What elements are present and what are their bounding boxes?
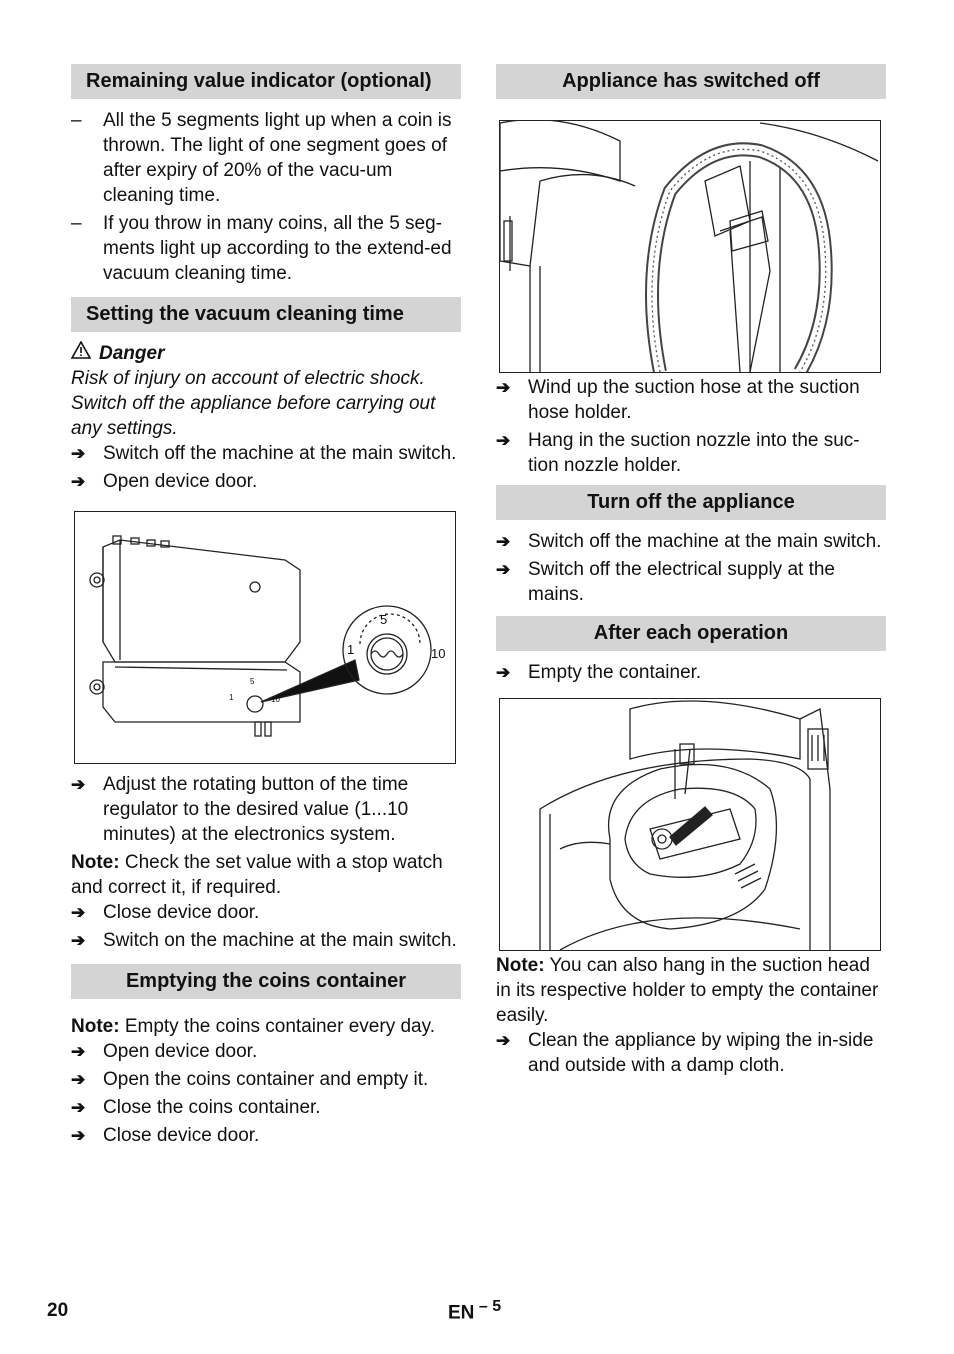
note-paragraph	[71, 850, 461, 900]
arrow-icon: ➔	[71, 472, 86, 491]
arrow-icon: ➔	[71, 1070, 86, 1089]
step-item	[71, 441, 461, 466]
heading-emptying-coins: Emptying the coins container	[71, 964, 461, 999]
arrow-icon: ➔	[496, 532, 511, 551]
step-item	[71, 928, 461, 953]
note-label: Note:	[496, 955, 545, 976]
note-paragraph	[71, 1014, 461, 1039]
list-item-text: If you throw in many coins, all the 5 seg-ments light up according to the extend-ed vacuum cleaning time.	[103, 213, 452, 284]
arrow-icon: ➔	[496, 431, 511, 450]
heading-setting-time: Setting the vacuum cleaning time	[71, 297, 461, 332]
step-text: Switch off the machine at the main switch.	[528, 531, 882, 552]
big-scale-label-10: 10	[431, 646, 446, 661]
left-column	[71, 64, 461, 1151]
step-item	[496, 428, 886, 478]
list-item	[71, 108, 461, 208]
step-text: Switch on the machine at the main switch.	[103, 930, 457, 951]
electronics-box-illustration	[75, 512, 455, 763]
heading-turn-off: Turn off the appliance	[496, 485, 886, 520]
step-text: Hang in the suction nozzle into the suc-tion nozzle holder.	[528, 430, 860, 476]
step-text: Open device door.	[103, 1041, 258, 1062]
list-item-text: All the 5 segments light up when a coin is thrown. The light of one segment goes of after expiry of 20% of the vacu-um cleaning time.	[103, 110, 452, 206]
list-item	[71, 211, 461, 286]
step-item	[71, 469, 461, 494]
dash-marker: –	[71, 213, 82, 234]
step-text: Wind up the suction hose at the suction hose holder.	[528, 377, 860, 423]
arrow-icon: ➔	[71, 1098, 86, 1117]
arrow-icon: ➔	[496, 1031, 511, 1050]
step-item	[496, 529, 886, 554]
small-scale-label-1: 1	[229, 693, 234, 702]
step-item	[71, 772, 461, 847]
arrow-icon: ➔	[71, 775, 86, 794]
dash-marker: –	[71, 110, 82, 131]
footer-language-section	[448, 1298, 501, 1324]
step-item	[71, 1123, 461, 1148]
arrow-icon: ➔	[71, 903, 86, 922]
note-paragraph	[496, 953, 886, 1028]
arrow-icon: ➔	[496, 663, 511, 682]
step-text: Switch off the electrical supply at the mains.	[528, 559, 835, 605]
step-item	[71, 1095, 461, 1120]
footer-language: EN	[448, 1302, 475, 1324]
hose-illustration	[500, 121, 880, 372]
note-label: Note:	[71, 1016, 120, 1037]
arrow-icon: ➔	[71, 931, 86, 950]
arrow-icon: ➔	[71, 1042, 86, 1061]
footer-section: – 5	[474, 1298, 502, 1315]
step-item	[71, 900, 461, 925]
big-scale-label-1: 1	[347, 642, 355, 657]
right-column	[496, 64, 886, 1081]
heading-remaining-value: Remaining value indicator (optional)	[71, 64, 461, 99]
arrow-icon: ➔	[71, 444, 86, 463]
heading-appliance-switched-off: Appliance has switched off	[496, 64, 886, 99]
note-text: You can also hang in the suction head in its respective holder to empty the container easily.	[496, 955, 879, 1026]
step-item	[496, 1028, 886, 1078]
step-text: Switch off the machine at the main switch.	[103, 443, 457, 464]
danger-label: Danger	[99, 343, 165, 364]
big-scale-label-5: 5	[380, 612, 388, 627]
step-item	[71, 1067, 461, 1092]
warning-triangle-icon	[71, 341, 91, 366]
arrow-icon: ➔	[71, 1126, 86, 1145]
step-text: Adjust the rotating button of the time regulator to the desired value (1...10 minutes) at the electronics system.	[103, 774, 409, 845]
step-item	[496, 660, 886, 685]
step-text: Open the coins container and empty it.	[103, 1069, 429, 1090]
container-figure	[499, 698, 881, 951]
step-text: Empty the container.	[528, 662, 702, 683]
danger-text: Risk of injury on account of electric shock. Switch off the appliance before carrying out any settings.	[71, 368, 436, 439]
step-text: Clean the appliance by wiping the in-side and outside with a damp cloth.	[528, 1030, 874, 1076]
step-item	[496, 375, 886, 425]
arrow-icon: ➔	[496, 378, 511, 397]
heading-after-operation: After each operation	[496, 616, 886, 651]
note-label: Note:	[71, 852, 120, 873]
step-text: Open device door.	[103, 471, 258, 492]
step-item	[71, 1039, 461, 1064]
note-text: Check the set value with a stop watch and correct it, if required.	[71, 852, 443, 898]
page-number: 20	[47, 1300, 69, 1321]
small-scale-label-10: 10	[271, 695, 280, 704]
step-text: Close device door.	[103, 902, 260, 923]
danger-label-row	[71, 341, 461, 366]
small-scale-label-5: 5	[250, 677, 255, 686]
hose-holder-figure	[499, 120, 881, 373]
step-item	[496, 557, 886, 607]
step-text: Close device door.	[103, 1125, 260, 1146]
container-illustration	[500, 699, 880, 950]
time-regulator-figure	[74, 511, 456, 764]
step-text: Close the coins container.	[103, 1097, 321, 1118]
arrow-icon: ➔	[496, 560, 511, 579]
note-text: Empty the coins container every day.	[119, 1016, 435, 1037]
